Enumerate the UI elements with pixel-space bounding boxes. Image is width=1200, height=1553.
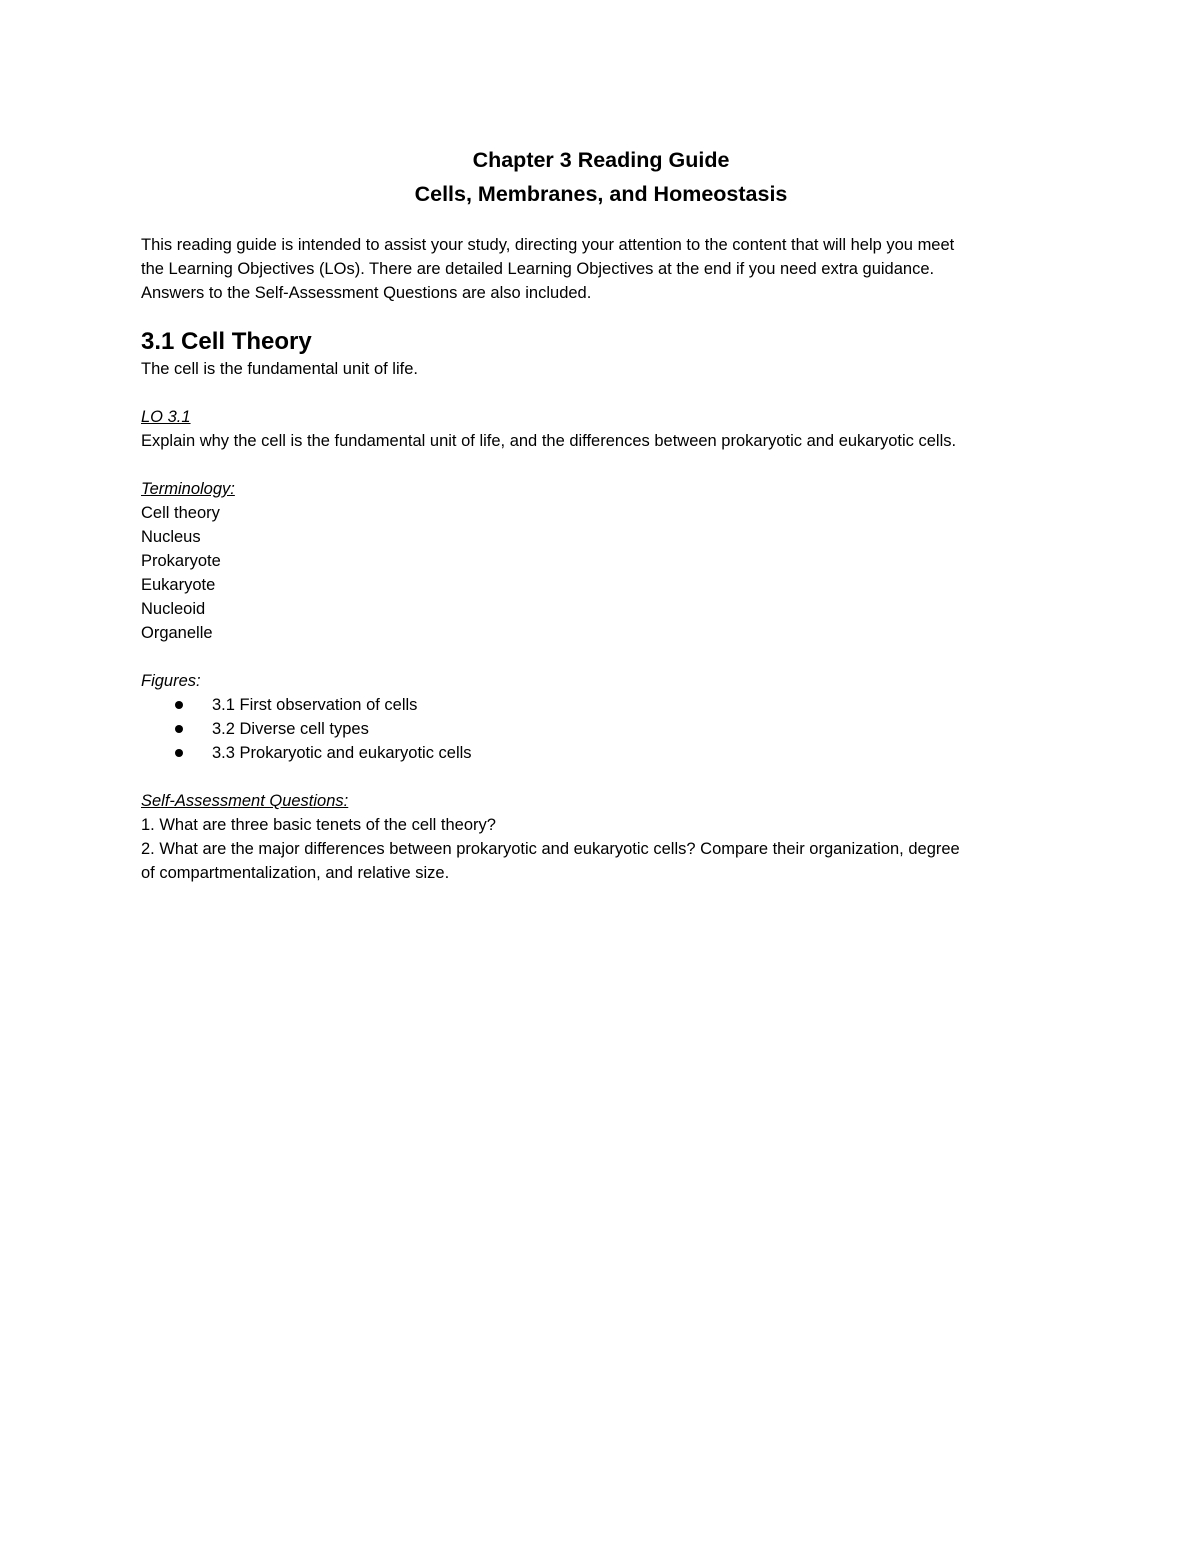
lo-label: LO 3.1 bbox=[141, 408, 191, 426]
terminology-item: Organelle bbox=[141, 624, 213, 642]
terminology-label: Terminology: bbox=[141, 480, 235, 498]
question-line: of compartmentalization, and relative size. bbox=[141, 864, 450, 882]
terminology-list bbox=[141, 501, 1061, 645]
terminology-item: Eukaryote bbox=[141, 576, 216, 594]
title-line-2: Cells, Membranes, and Homeostasis bbox=[414, 182, 788, 206]
title-line-1: Chapter 3 Reading Guide bbox=[472, 148, 730, 172]
figure-list-item bbox=[141, 741, 1061, 765]
intro-line-2: the Learning Objectives (LOs). There are detailed Learning Objectives at the end if you need extra guidance. bbox=[141, 260, 935, 278]
figure-list-item bbox=[141, 693, 1061, 717]
intro-line-1: This reading guide is intended to assist your study, directing your attention to the content that will help you meet bbox=[141, 236, 955, 254]
intro-paragraph bbox=[141, 233, 1061, 305]
terminology-item: Nucleoid bbox=[141, 600, 206, 618]
bullet-icon bbox=[175, 701, 183, 709]
figures-label: Figures: bbox=[141, 672, 201, 690]
question-line: 1. What are three basic tenets of the cell theory? bbox=[141, 816, 496, 834]
document-title bbox=[141, 143, 1061, 211]
lo-text: Explain why the cell is the fundamental unit of life, and the differences between prokaryotic and eukaryotic cells. bbox=[141, 432, 957, 450]
figure-list-item bbox=[141, 717, 1061, 741]
questions-label: Self-Assessment Questions: bbox=[141, 792, 349, 810]
terminology-item: Cell theory bbox=[141, 504, 220, 522]
spacer bbox=[141, 765, 1061, 789]
terminology-item: Nucleus bbox=[141, 528, 201, 546]
intro-line-3: Answers to the Self-Assessment Questions are also included. bbox=[141, 284, 592, 302]
figure-item-text: 3.1 First observation of cells bbox=[212, 696, 418, 714]
spacer bbox=[141, 381, 1061, 405]
document-content bbox=[141, 143, 1061, 885]
question-line: 2. What are the major differences between prokaryotic and eukaryotic cells? Compare their organization, degree bbox=[141, 840, 960, 858]
bullet-icon bbox=[175, 725, 183, 733]
spacer bbox=[141, 645, 1061, 669]
terminology-item: Prokaryote bbox=[141, 552, 221, 570]
figures-list bbox=[141, 693, 1061, 765]
section-heading: 3.1 Cell Theory bbox=[141, 328, 312, 355]
spacer bbox=[141, 453, 1061, 477]
figure-item-text: 3.2 Diverse cell types bbox=[212, 720, 369, 738]
section-summary: The cell is the fundamental unit of life. bbox=[141, 360, 418, 378]
questions-list bbox=[141, 813, 1061, 885]
bullet-icon bbox=[175, 749, 183, 757]
figure-item-text: 3.3 Prokaryotic and eukaryotic cells bbox=[212, 744, 472, 762]
